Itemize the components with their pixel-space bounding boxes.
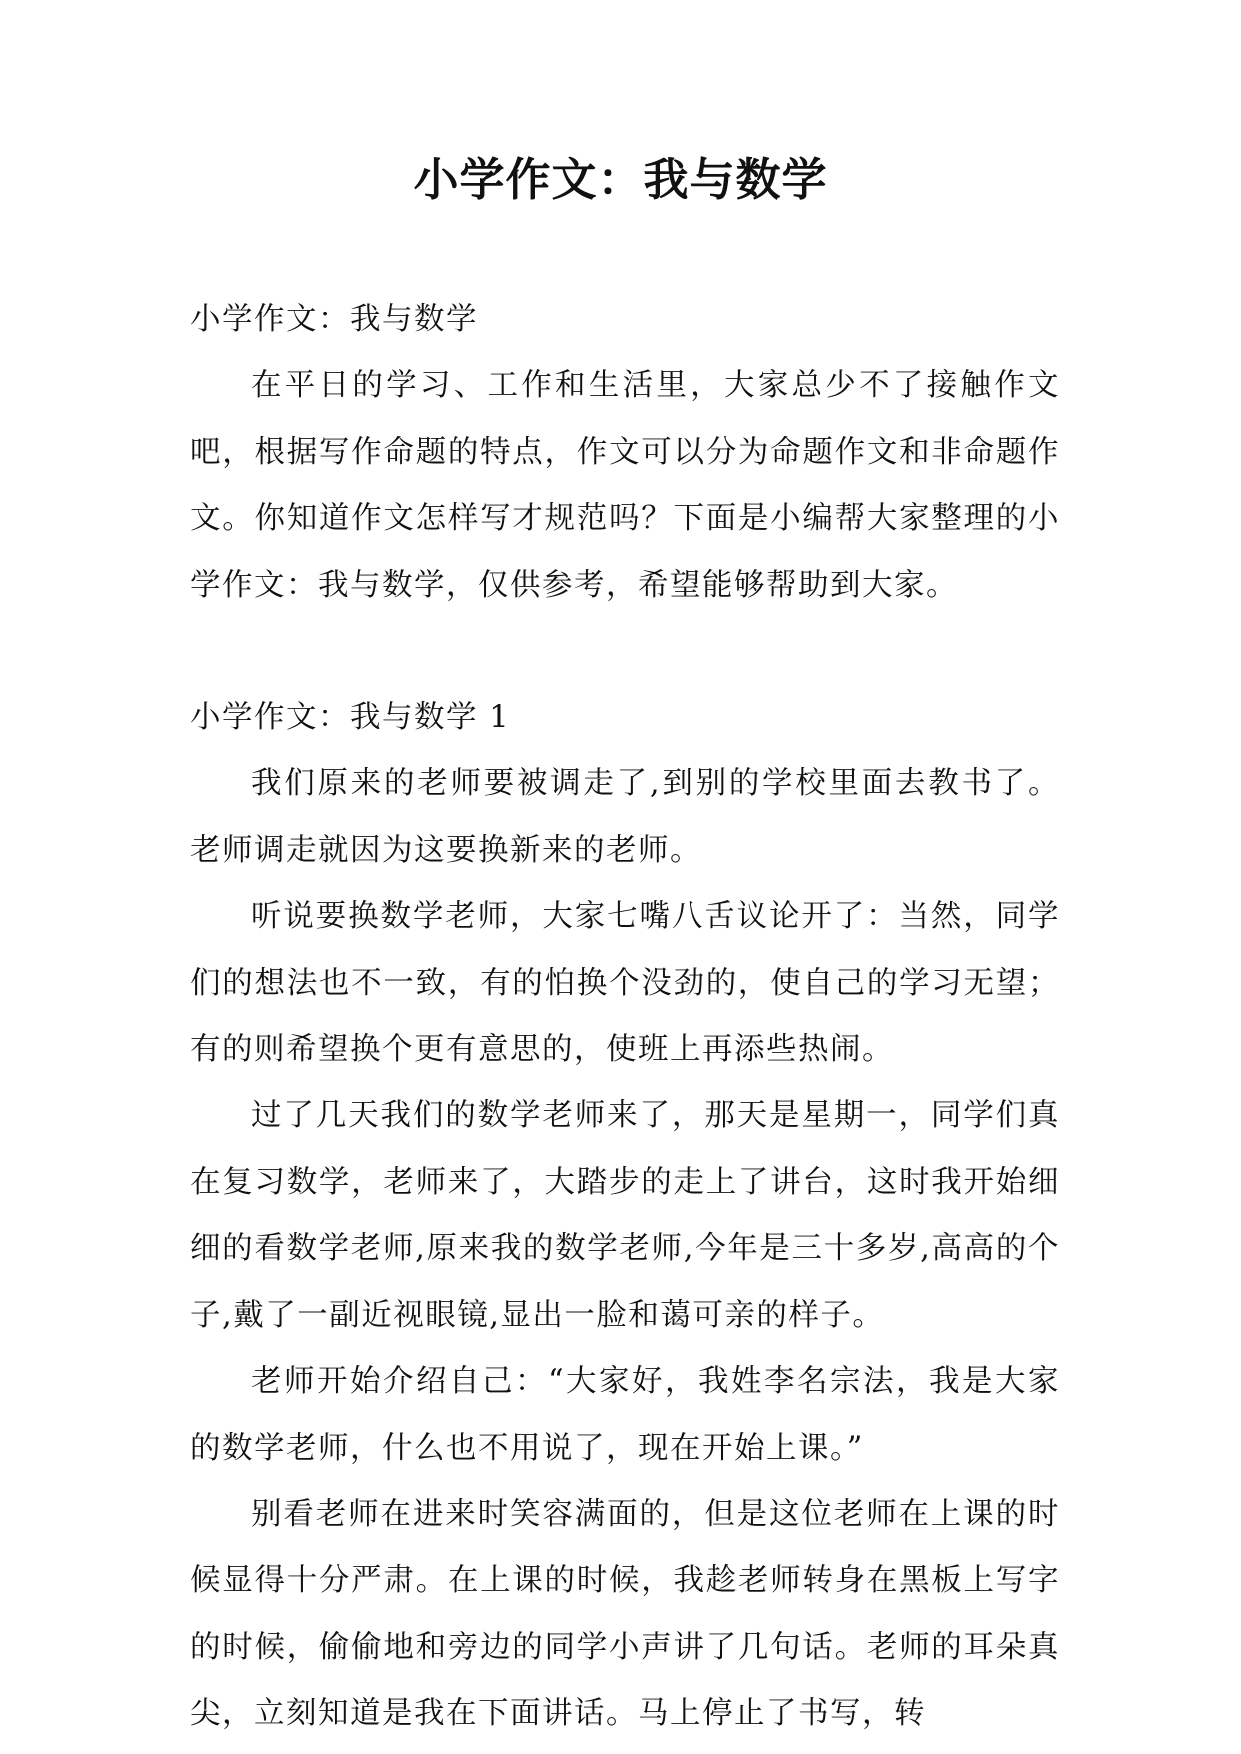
document-title: 小学作文：我与数学 <box>413 153 828 206</box>
body-paragraph: 老师开始介绍自己：“大家好，我姓李名宗法，我是大家的数学老师，什么也不用说了，现在开始上课。” <box>190 1364 1060 1466</box>
body-paragraph: 听说要换数学老师，大家七嘴八舌议论开了：当然，同学们的想法也不一致，有的怕换个没劲的，使自己的学习无望；有的则希望换个更有意思的，使班上再添些热闹。 <box>190 899 1060 1068</box>
intro-heading: 小学作文：我与数学 <box>190 302 478 337</box>
section-spacer <box>190 619 1060 685</box>
body-paragraph: 我们原来的老师要被调走了,到别的学校里面去教书了。老师调走就因为这要换新来的老师。 <box>190 766 1060 868</box>
document-body <box>190 287 1060 1748</box>
body-paragraph: 别看老师在进来时笑容满面的，但是这位老师在上课的时候显得十分严肃。在上课的时候，我趁老师转身在黑板上写字的时候，偷偷地和旁边的同学小声讲了几句话。老师的耳朵真尖，立刻知道是我在下面讲话。马上停止了书写，转 <box>190 1496 1060 1732</box>
intro-paragraph: 在平日的学习、工作和生活里，大家总少不了接触作文吧，根据写作命题的特点，作文可以分为命题作文和非命题作文。你知道作文怎样写才规范吗？下面是小编帮大家整理的小学作文：我与数学，仅供参考，希望能够帮助到大家。 <box>190 368 1060 603</box>
body-paragraph: 过了几天我们的数学老师来了，那天是星期一，同学们真在复习数学，老师来了，大踏步的走上了讲台，这时我开始细细的看数学老师,原来我的数学老师,今年是三十多岁,高高的个子,戴了一副近视眼镜,显出一脸和蔼可亲的样子。 <box>190 1098 1060 1333</box>
section-heading: 小学作文：我与数学 1 <box>190 700 511 736</box>
